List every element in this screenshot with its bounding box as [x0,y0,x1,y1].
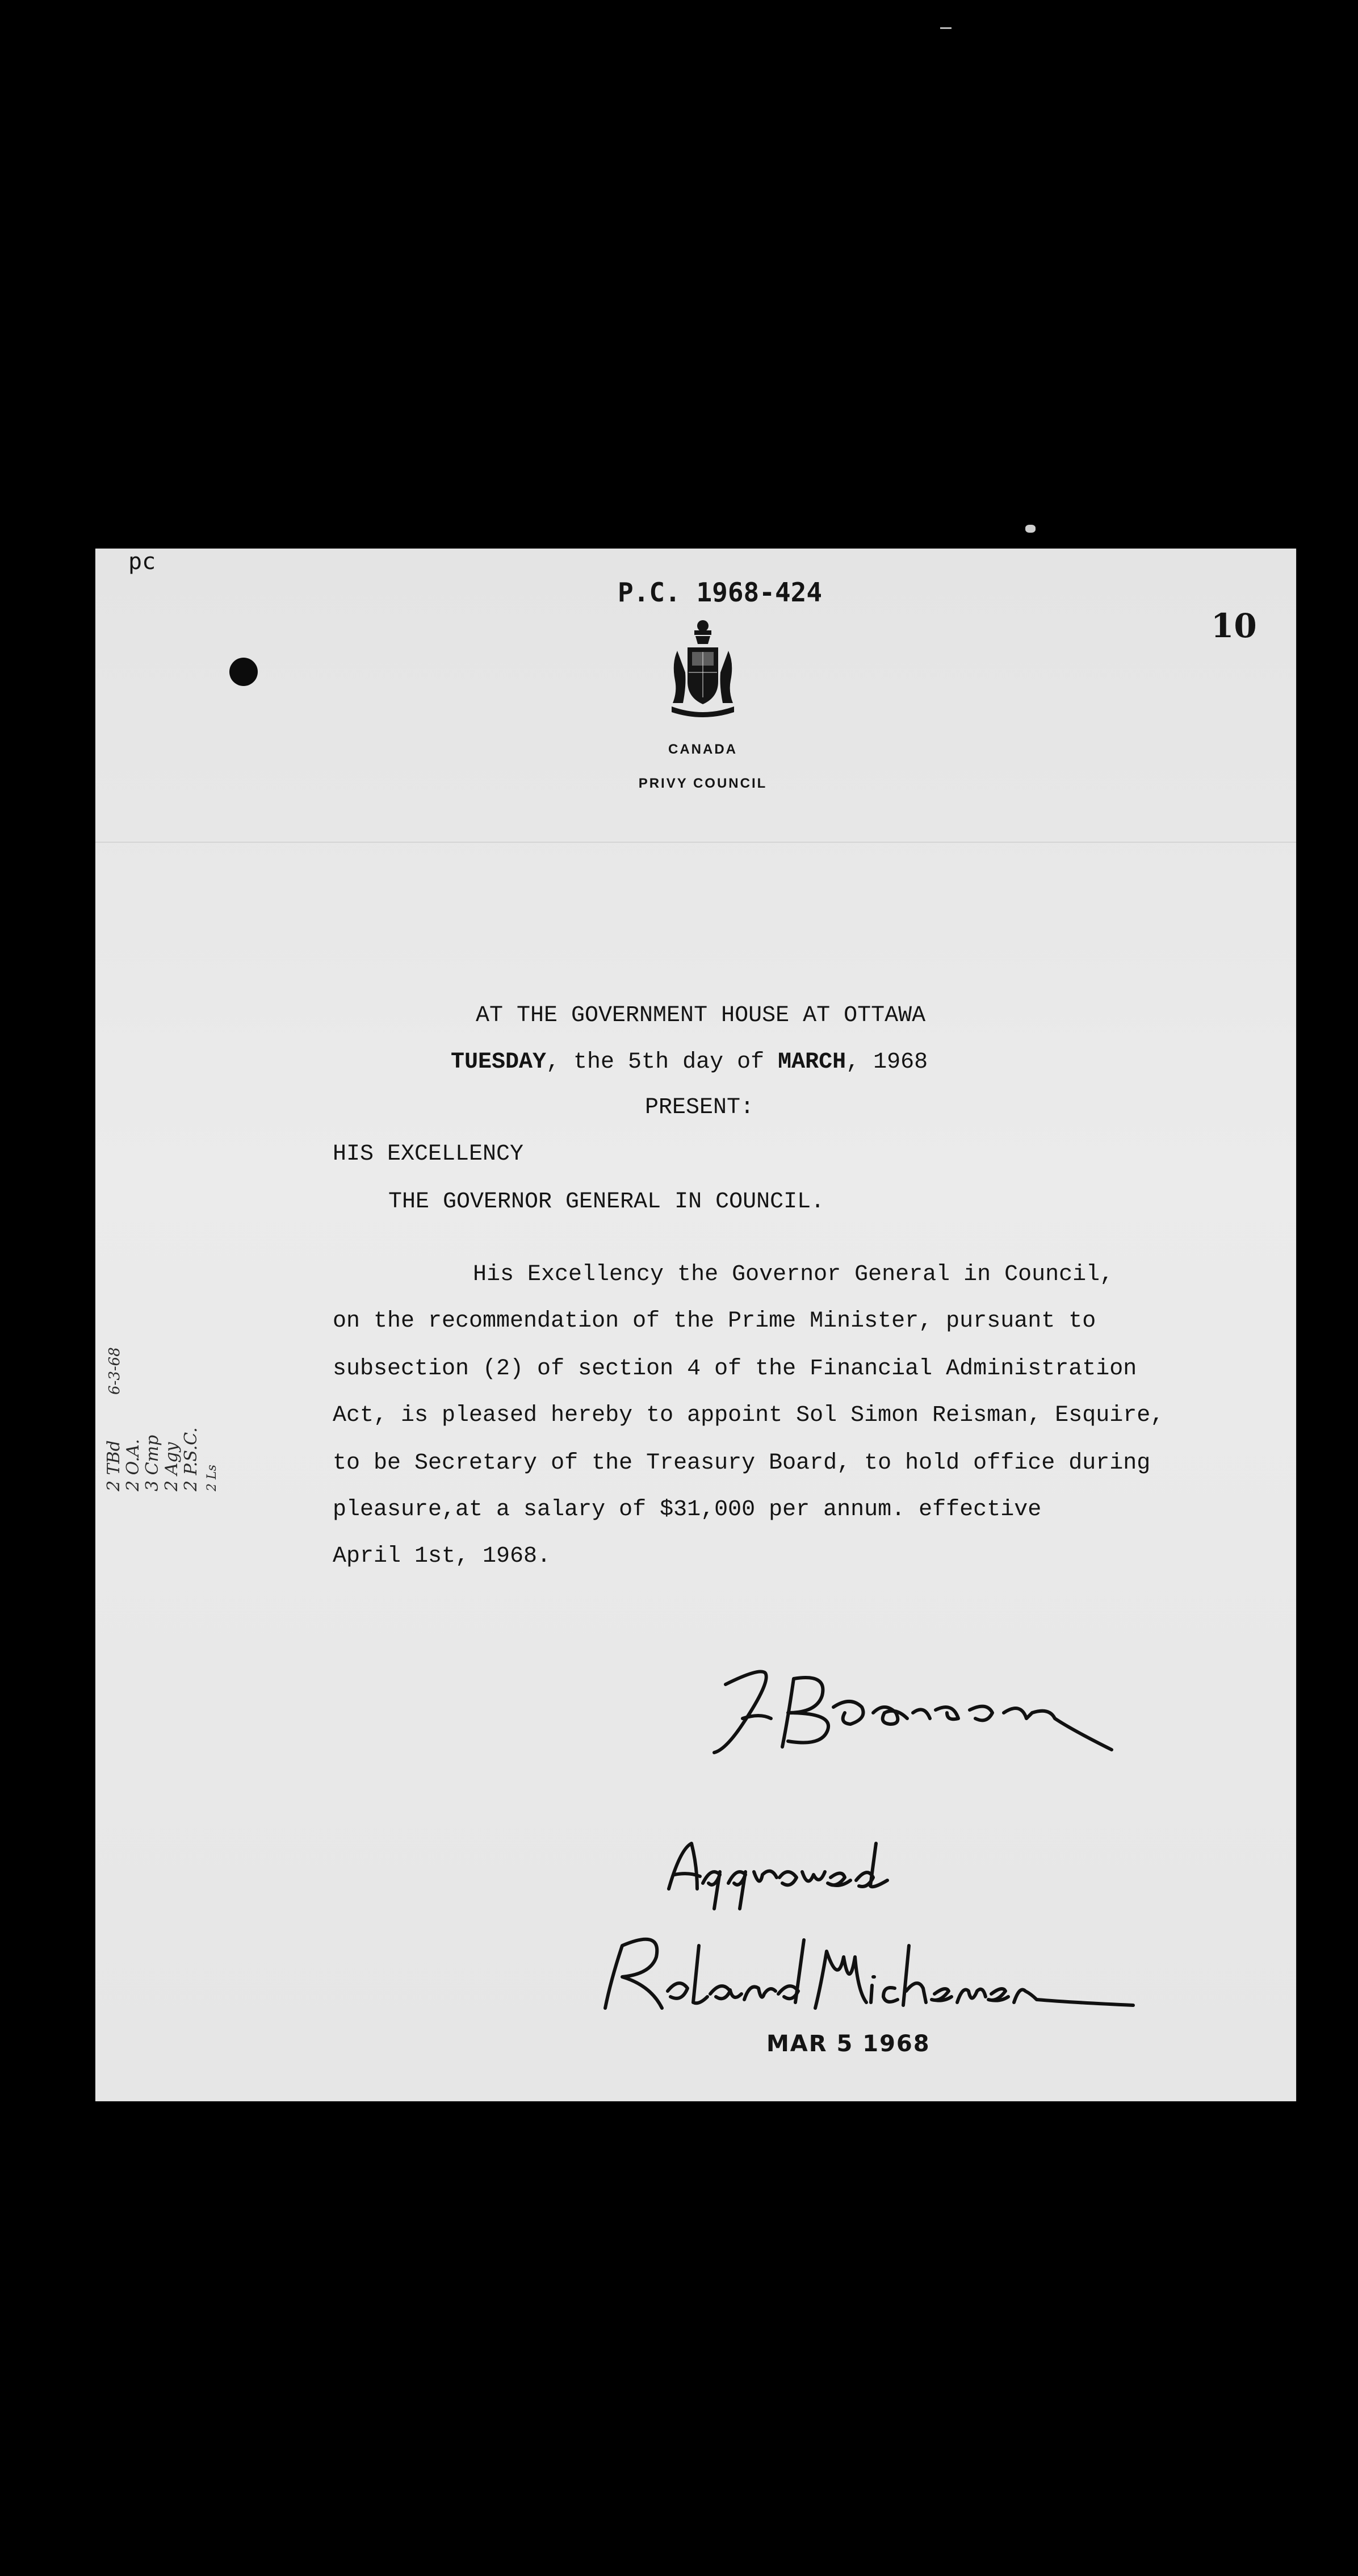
privy-council-label: PRIVY COUNCIL [638,776,768,791]
pearson-signature [709,1656,1117,1764]
punch-hole [229,658,258,686]
margin-note-6: 2 Ls [205,1465,219,1491]
order-text-line: April 1st, 1968. [333,1544,551,1569]
date-month: MARCH [778,1049,846,1075]
excellency-line: HIS EXCELLENCY [333,1141,524,1167]
country-label: CANADA [668,742,737,757]
margin-note-4: 2 Agy [162,1442,182,1491]
corner-mark: pc [128,549,156,575]
approval-date-stamp: MAR 5 1968 [766,2031,931,2057]
order-text-line: to be Secretary of the Treasury Board, to hold office during [333,1450,1151,1476]
fold-line [95,842,1296,843]
handwritten-distribution-notes [100,1315,236,1503]
canadian-coat-of-arms-icon [660,618,745,720]
governor-general-line: THE GOVERNOR GENERAL IN COUNCIL. [388,1189,825,1215]
date-year: , 1968 [846,1049,928,1075]
present-line: PRESENT: [645,1095,755,1120]
margin-note-5: 2 P.S.C. [181,1427,201,1491]
order-text-line: subsection (2) of section 4 of the Financial Administration [333,1356,1137,1382]
date-middle: , the 5th day of [546,1049,778,1075]
margin-note-2: 2 O.A. [123,1438,143,1491]
margin-note-date: 6-3-68 [106,1347,123,1395]
place-line: AT THE GOVERNMENT HOUSE AT OTTAWA [476,1003,926,1028]
date-day: TUESDAY [451,1049,547,1075]
date-line [451,1049,928,1075]
margin-note-1: 2 TBd [104,1440,124,1491]
order-text-line: on the recommendation of the Prime Minister, pursuant to [333,1308,1096,1334]
order-text-line: Act, is pleased hereby to appoint Sol Simon Reisman, Esquire, [333,1403,1164,1428]
order-in-council-page [95,549,1296,2101]
page-number: 10 [1211,607,1257,645]
margin-note-3: 3 Cmp [142,1435,162,1491]
approved-handwriting [657,1832,896,1912]
order-text-line: His Excellency the Governor General in Council, [473,1262,1114,1287]
order-text-line: pleasure,at a salary of $31,000 per annum. effective [333,1497,1042,1523]
order-number: P.C. 1968-424 [618,577,823,608]
michener-signature [600,1923,1139,2025]
